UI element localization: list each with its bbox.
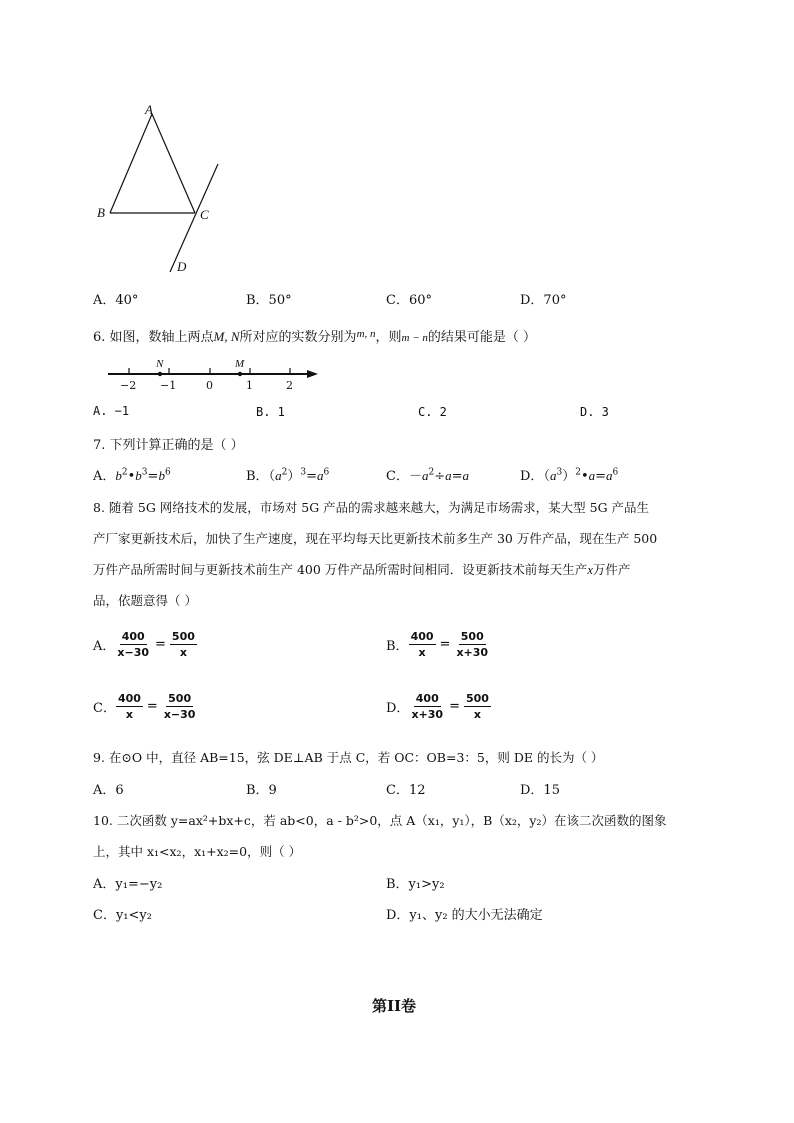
q10-option-b: B．y₁>y₂: [386, 877, 445, 892]
q6-stem: 6. 如图，数轴上两点M, N所对应的实数分别为$^{m, n}$，则m − n的结果可能是（ ）: [93, 328, 537, 345]
q5-option-a: A．40°: [93, 293, 139, 308]
point-d-label: D: [177, 259, 187, 274]
q7-option-b: B．$(a^2)^3=a^6$: [246, 467, 330, 484]
q7-option-d: D．$(a^3)^2•a=a^6$: [520, 467, 619, 484]
triangle-figure: [90, 100, 230, 280]
q10-line-2: 上，其中 x₁<x₂，x₁+x₂=0，则（ ）: [93, 844, 302, 859]
tick-label-2: 2: [286, 379, 293, 392]
tick-label-neg2: −2: [120, 379, 137, 392]
q6-option-a: A. −1: [93, 404, 130, 418]
q8-line-2: 产厂家更新技术后，加快了生产速度，现在平均每天比更新技术前多生产 30 万件产品，现在生产 500: [93, 531, 658, 546]
q10-line-1: 10. 二次函数 y=ax²+bx+c，若 ab<0，a - b²>0，点 A（x₁，y₁），B（x₂，y₂）在该二次函数的图象: [93, 813, 667, 828]
q8-line-1: 8. 随着 5G 网络技术的发展，市场对 5G 产品的需求越来越大，为满足市场需求，某大型 5G 产品生: [93, 500, 650, 515]
q9-option-c: C．12: [386, 783, 426, 798]
q8-option-c: C． $\frac{400}{x}$ = $\frac{500}{x-30}$: [93, 692, 196, 721]
q5-option-b: B．50°: [246, 293, 292, 308]
q10-option-a: A．y₁=−y₂: [93, 877, 163, 892]
tick-label-0: 0: [206, 379, 213, 392]
q6-option-b: B. 1: [256, 405, 285, 419]
section-title: 第II卷: [372, 997, 417, 1015]
q10-option-d: D．y₁、y₂ 的大小无法确定: [386, 908, 543, 923]
q7-stem: 7. 下列计算正确的是（ ）: [93, 438, 244, 453]
point-m-label: M: [235, 358, 245, 370]
q9-option-d: D．15: [520, 783, 560, 798]
vertex-c-label: C: [200, 207, 209, 222]
vertex-b-label: B: [97, 205, 105, 220]
q8-option-a: A． $\frac{400}{x-30}$ = $\frac{500}{x}$: [93, 630, 195, 659]
tick-label-1: 1: [246, 379, 253, 392]
vertex-a-label: A: [145, 102, 153, 117]
q10-option-c: C．y₁<y₂: [93, 908, 152, 923]
q5-option-d: D．70°: [520, 293, 567, 308]
point-n-label: N: [156, 358, 164, 370]
q8-option-b: B． $\frac{400}{x}$ = $\frac{500}{x+30}$: [386, 630, 489, 659]
q8-option-d: D． $\frac{400}{x+30}$ = $\frac{500}{x}$: [386, 692, 489, 721]
q8-line-4: 品，依题意得（ ）: [93, 593, 197, 608]
q8-line-3: 万件产品所需时间与更新技术前生产 400 万件产品所需时间相同．设更新技术前每天生产x万件产: [93, 562, 631, 577]
q9-option-a: A．6: [93, 783, 124, 798]
q6-option-d: D. 3: [580, 405, 609, 419]
q7-option-a: A．$b^2•b^3=b^6$: [93, 467, 171, 484]
q9-option-b: B．9: [246, 783, 277, 798]
q7-option-c: C．$-a^2\div a=a$: [386, 467, 470, 484]
tick-label-neg1: −1: [160, 379, 177, 392]
q6-option-c: C. 2: [418, 405, 447, 419]
q5-option-c: C．60°: [386, 293, 432, 308]
q9-stem: 9. 在⊙O 中，直径 AB=15，弦 DE⊥AB 于点 C，若 OC：OB=3：5，则 DE 的长为（ ）: [93, 750, 604, 765]
